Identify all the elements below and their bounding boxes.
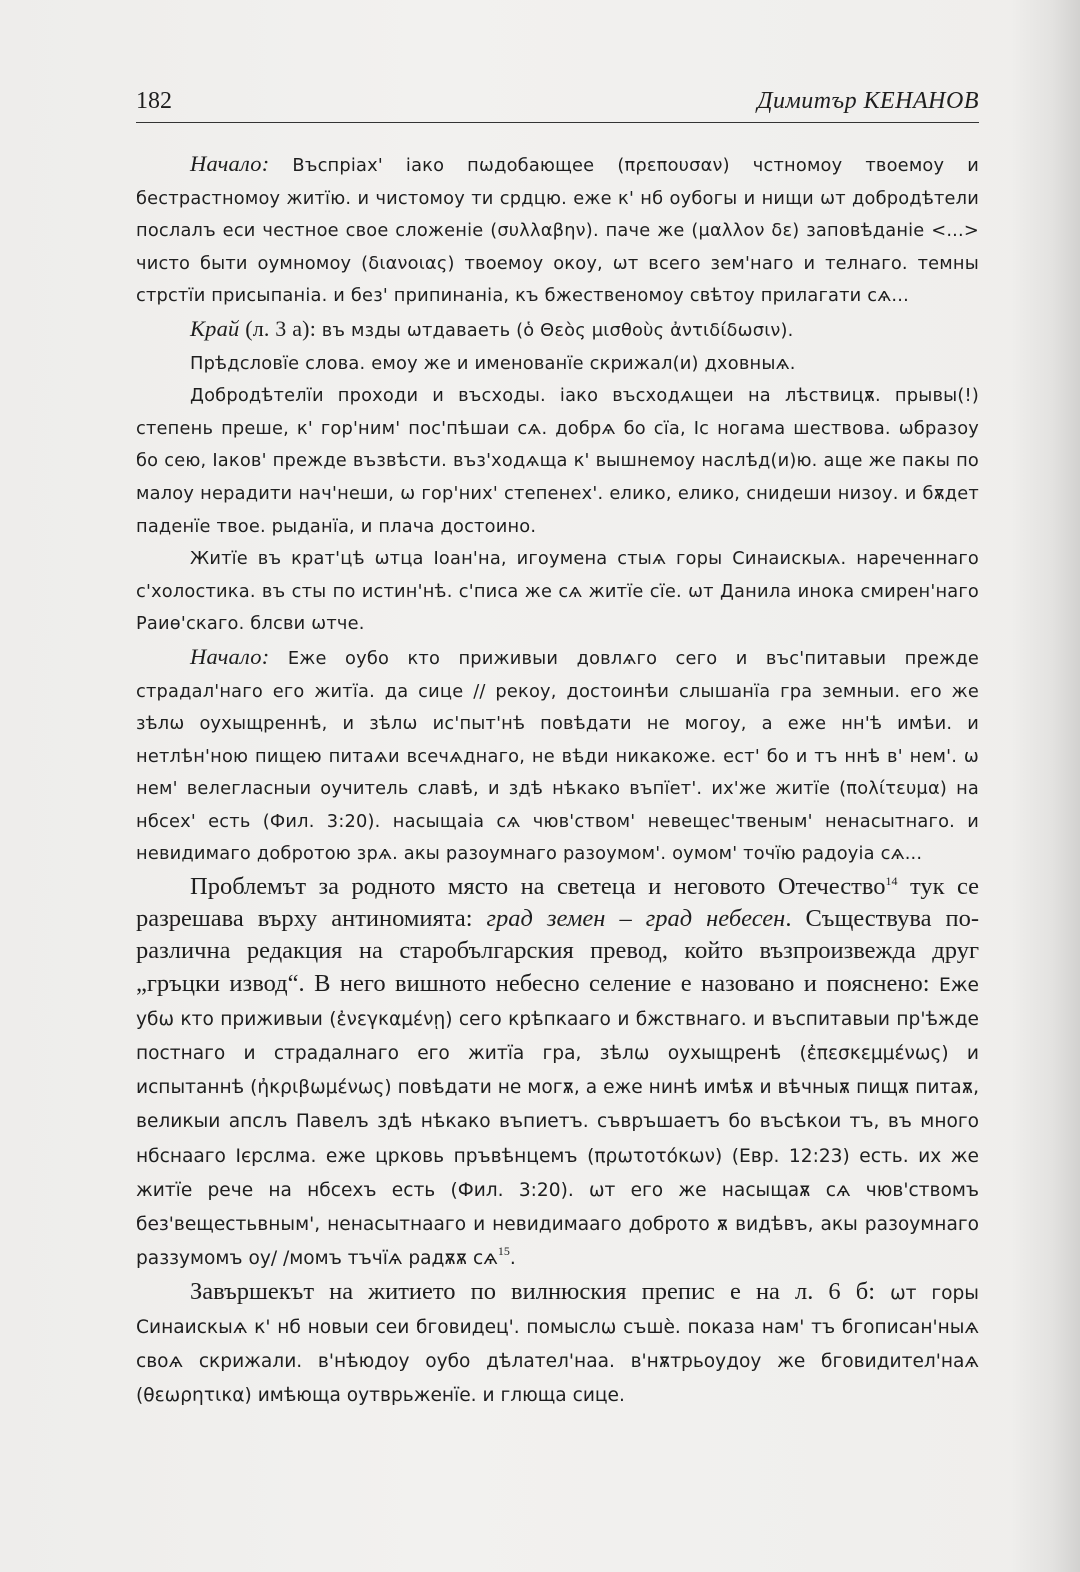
modern-text: Завършекът на житието по вилнюския препис е на л. 6 б: bbox=[190, 1277, 891, 1305]
paragraph-ending bbox=[136, 1276, 979, 1413]
page-body bbox=[136, 148, 979, 1412]
italic-antinomy: град земен – град небесен bbox=[486, 905, 786, 933]
page-number: 182 bbox=[136, 88, 172, 114]
label-nachalo: Начало: bbox=[190, 643, 270, 669]
old-text: Въспріах' іако пωдобающее (πρεπουσαν) чстномоу твоемоу и бестрастномоу житїю. и чистомоу ти срдцю. еже к' нб оубогы и нищи ωт добродѣтели послалъ еси честное свое сложеніе (συλλαβην). паче же (μαλλον δε) заповѣданіе <...> чисто быти оумномоу (διανοιας) твоемоу окоу, ωт всего зем'наго и телнаго. темны стрстїи присыпаніа. и без' припинаніа, къ бжественомоу свѣтоу прилагати сѧ... bbox=[136, 155, 979, 307]
old-text: Добродѣтелїи проходи и въсходы. іако въсходѧщеи на лѣствицѫ. прывы(!) степень преше, к' гор'ним' пос'пѣшаи сѧ. добрѧ бо сїа, Іс ногама шествова. ωбразоу бо сею, Іаков' прежде възвѣсти. въз'ходѧща к' вышнемоу наслѣд(и)ю. аще же пакы по малоу нерадити нач'неши, ω гор'них' степенех'. елико, елико, снидеши низоу. и бѫдет паденїе твое. рыданїа, и плача достоино. bbox=[136, 385, 979, 537]
running-head: Димитър КЕНАНОВ bbox=[757, 88, 979, 114]
old-text-end: . bbox=[509, 1248, 516, 1270]
paragraph-vita-title bbox=[136, 543, 979, 641]
paragraph-vita-incipit bbox=[136, 641, 979, 871]
old-text: Еже оубо кто приживыи довлѧго сего и въс'питавыи прежде страдал'наго его житїа. да сице // рекоу, достоинѣи слышанїа гра земныи. его же зѣлω оухыщреннѣ, и зѣлω ис'пыт'нѣ повѣдати не могоу, а еже нн'ѣ имѣи. и нетлѣн'ною пищею питаѧи всечѧднаго, не вѣди никакоже. ест' бо и тъ ннѣ в' нем'. ω нем' велегласныи оучитель славѣ, и здѣ нѣкако въпїет'. их'же житїе (πολίτευμα) на нбсех' есть (Фил. 3:20). насыщаіа сѧ чюв'ством' невещес'твеным' ненасытнаго. и невидимаго добротою зрѧ. акы разоумнаго разоумом'. оумом' точїю радоуіа сѧ... bbox=[136, 647, 979, 865]
old-text: въ мзды ωтдаваеть (ὁ Θεὸς μισθοὺς ἀντιδίδωσιν). bbox=[321, 319, 794, 341]
paragraph-explicit bbox=[136, 313, 979, 348]
folio-ref: (л. 3 а): bbox=[239, 315, 322, 341]
paragraph-incipit bbox=[136, 148, 979, 313]
page-header bbox=[136, 88, 979, 123]
modern-text: Проблемът за родното място на светеца и неговото Отечество bbox=[190, 873, 886, 901]
footnote-ref-15: 15 bbox=[497, 1244, 510, 1259]
old-text: Прѣдсловїе слова. емоу же и именованїе скрижал(и) дховныѧ. bbox=[190, 352, 796, 374]
page-gutter-shadow bbox=[1010, 0, 1080, 1572]
old-text: ωт горы Синаискыѧ к' нб новыи сеи бговидец'. помыслω съшѐ. показа нам' тъ бгописан'ныѧ своѧ скрижали. в'нѣюдоу оубо дѣлател'наа. в'нѫтрьоудоу же бговидител'наѧ (θεωρητικα) имѣюща оутврьженїе. и глюща сице. bbox=[136, 1282, 979, 1407]
paragraph-virtues bbox=[136, 380, 979, 543]
paragraph-discussion bbox=[136, 871, 979, 1275]
label-kray: Край bbox=[190, 315, 240, 341]
modern-text: тук се разрешава върху антиномията: bbox=[136, 873, 980, 933]
paragraph-preface bbox=[136, 348, 979, 381]
old-text: Еже убω кто приживыи (ἐνεγκαμένῃ) сего крѣпкааго и бжствнаго. и въспитавыи пр'ѣжде постнаго и страдалнаго его житїа гра, зѣлω оухыщренѣ (ἐπεσκεμμένως) и испытаннѣ (ἠκριβωμένως) повѣдати не могѫ, а еже нинѣ имѣѫ и вѣчныѫ пищѫ питаѫ, великыи апслъ Павелъ здѣ нѣкако въпиетъ. съвръшаетъ бо въсѣкои тъ, въ много нбснааго Ієрслма. еже црковь пръвѣнцемъ (πρωτοτόκων) (Евр. 12:23) есть. их же житїе рече на нбсехъ есть (Фил. 3:20). ωт его же насыщаѫ сѧ чюв'ствомъ без'вещестьвным', ненасытнааго и невидимааго доброто ѫ видѣвъ, акы разоумнаго раззумомъ оу/ /момъ тъчїѧ радѫѫ сѧ bbox=[136, 974, 979, 1270]
old-text: Житїе въ крат'цѣ ωтца Іоан'на, игоумена стыѧ горы Синаискыѧ. нареченнаго с'холостика. въ сты по истин'нѣ. с'писа же сѧ житїе сїе. ωт Данила инока смирен'наго Раиѳ'скаго. блсви ωтче. bbox=[136, 548, 979, 635]
footnote-ref-14: 14 bbox=[885, 873, 898, 888]
modern-text: . Съществува по-различна редакция на старобългарския превод, който възпроизвежда друг „гръцки извод“. В него вишното небесно селение е назовано и пояснено: bbox=[136, 905, 979, 997]
label-nachalo: Начало: bbox=[190, 151, 270, 176]
